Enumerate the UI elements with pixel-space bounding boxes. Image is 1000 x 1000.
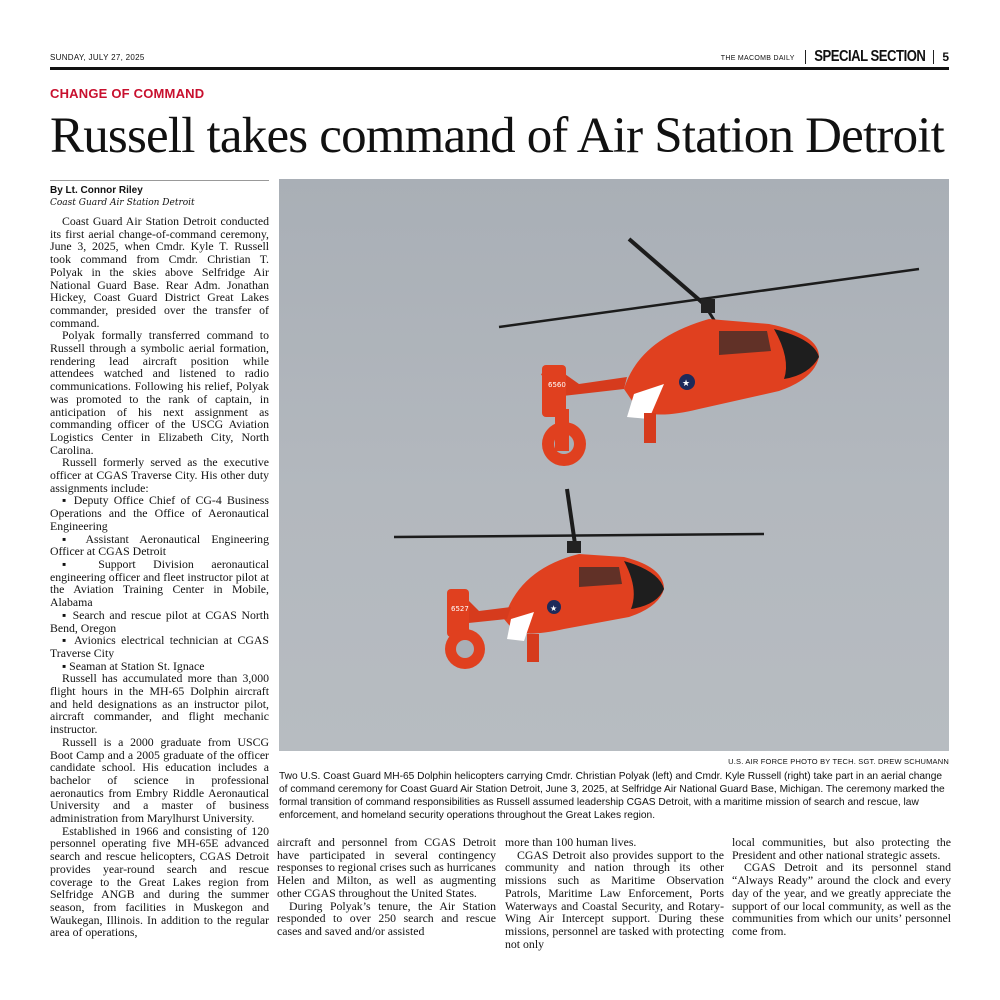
paragraph: aircraft and personnel from CGAS Detroit have participated in several contingency responses to regional crises such as hurricanes Helen and Milton, as well as augmenting other CGAS throughout the United States. [277, 835, 496, 900]
masthead-divider [805, 50, 806, 64]
headline: Russell takes command of Air Station Detroit [50, 108, 945, 164]
paragraph: Established in 1966 and consisting of 120 personnel operating five MH-65E advanced search and rescue helicopters, CGAS Detroit provides year-round search and rescue coverage to the Great Lakes region from Selfridge ANGB and during the summer season, from facilities in Muskegon and Waukegan, Illinois. In addition to the regular area of operations, [50, 823, 269, 940]
body-column-1 [50, 215, 269, 939]
masthead [50, 46, 949, 68]
list-item: ▪ Seaman at Station St. Ignace [50, 660, 269, 673]
paragraph: Coast Guard Air Station Detroit conducted its first aerial change-of-command ceremony, June 3, 2025, when Cmdr. Kyle T. Russell took command from Cmdr. Christian T. Polyak in the skies above Selfridge Air National Guard Base. Rear Adm. Jonathan Hickey, Coast Guard District Great Lakes commander, presided over the transfer of command. [50, 214, 269, 330]
duty-list [50, 494, 269, 672]
body-column-3 [505, 836, 724, 950]
masthead-divider [933, 50, 934, 64]
paragraph: Polyak formally transferred command to Russell through a symbolic aerial formation, rendering lead aircraft position while attendees watched and listened to radio communications. Following his relief, Polyak was promoted to the rank of captain, in anticipation of his next assignment as commanding officer of the USCG Aviation Logistics Center in Elizabeth City, North Carolina. [50, 328, 269, 457]
paragraph: During Polyak’s tenure, the Air Station responded to over 250 search and rescue cases and saved and/or assisted [277, 898, 496, 938]
section-name: SPECIAL SECTION [813, 48, 926, 65]
svg-text:★: ★ [550, 604, 558, 613]
masthead-right [721, 48, 949, 66]
paragraph: CGAS Detroit also provides support to the community and nation through its other missions such as Maritime Observation Patrols, Maritime Law Enforcement, Ports Waterways and Coastal Security, and Rotary-Wing Air Intercept support. During these missions, personnel are tasked with protecting not only [505, 847, 724, 951]
paragraph: Russell is a 2000 graduate from USCG Boot Camp and a 2005 graduate of the officer candidate school. His education includes a bachelor of science in professional aeronautics from Embry Riddle Aeronautical University and a master of business administration from Marylhurst University. [50, 734, 269, 826]
list-item: ▪ Assistant Aeronautical Engineering Officer at CGAS Detroit [50, 533, 269, 558]
paragraph: Russell formerly served as the executive officer at CGAS Traverse City. His other duty assignments include: [50, 455, 269, 495]
list-item: ▪ Search and rescue pilot at CGAS North Bend, Oregon [50, 609, 269, 634]
tail-number-lower: 6527 [451, 605, 469, 613]
byline-rule [50, 180, 269, 181]
byline-title: Coast Guard Air Station Detroit [50, 198, 195, 208]
list-item: ▪ Deputy Office Chief of CG-4 Business Operations and the Office of Aeronautical Engineering [50, 494, 269, 532]
tail-number-upper: 6560 [548, 381, 566, 389]
photo-credit: U.S. AIR FORCE PHOTO BY TECH. SGT. DREW SCHUMANN [728, 757, 949, 766]
photo-caption: Two U.S. Coast Guard MH-65 Dolphin helicopters carrying Cmdr. Christian Polyak (left) and Cmdr. Kyle Russell (right) take part in an aerial change of command ceremony for Coast Guard Air Station Detroit, June 3, 2025, at Selfridge Air National Guard Base, Michigan. The ceremony marked the formal transition of command responsibilities as Russell assumed leadership CGAS Detroit, with a maritime mission of search and rescue, law enforcement, and homeland security operations throughout the Great Lakes region. [279, 771, 945, 821]
masthead-rule [50, 67, 949, 70]
body-column-2 [277, 836, 496, 938]
byline: By Lt. Connor Riley [50, 185, 143, 196]
helicopters-illustration [279, 179, 949, 751]
issue-date: SUNDAY, JULY 27, 2025 [50, 53, 145, 62]
helicopter-lower [394, 489, 764, 669]
helicopter-photo [279, 179, 949, 751]
paragraph: Russell has accumulated more than 3,000 flight hours in the MH-65 Dolphin aircraft and held designations as an instructor pilot, aircraft commander, and flight mechanic instructor. [50, 671, 269, 737]
paper-name: THE MACOMB DAILY [720, 55, 795, 62]
body-column-4 [732, 836, 951, 938]
page-number: 5 [942, 50, 949, 64]
list-item: ▪ Avionics electrical technician at CGAS Traverse City [50, 634, 269, 659]
helicopter-upper [499, 239, 919, 466]
list-item: ▪ Support Division aeronautical engineering officer and fleet instructor pilot at the Aviation Training Center in Mobile, Alabama [50, 558, 269, 609]
paragraph: local communities, but also protecting the President and other national strategic assets. [732, 835, 951, 862]
paragraph: more than 100 human lives. [505, 835, 637, 849]
paragraph: CGAS Detroit and its personnel stand “Always Ready” around the clock and every day of the year, and we greatly appreciate the support of our local community, as well as the communities from which our units’ personnel come from. [732, 860, 951, 938]
svg-text:★: ★ [682, 379, 691, 389]
kicker: CHANGE OF COMMAND [50, 86, 205, 101]
